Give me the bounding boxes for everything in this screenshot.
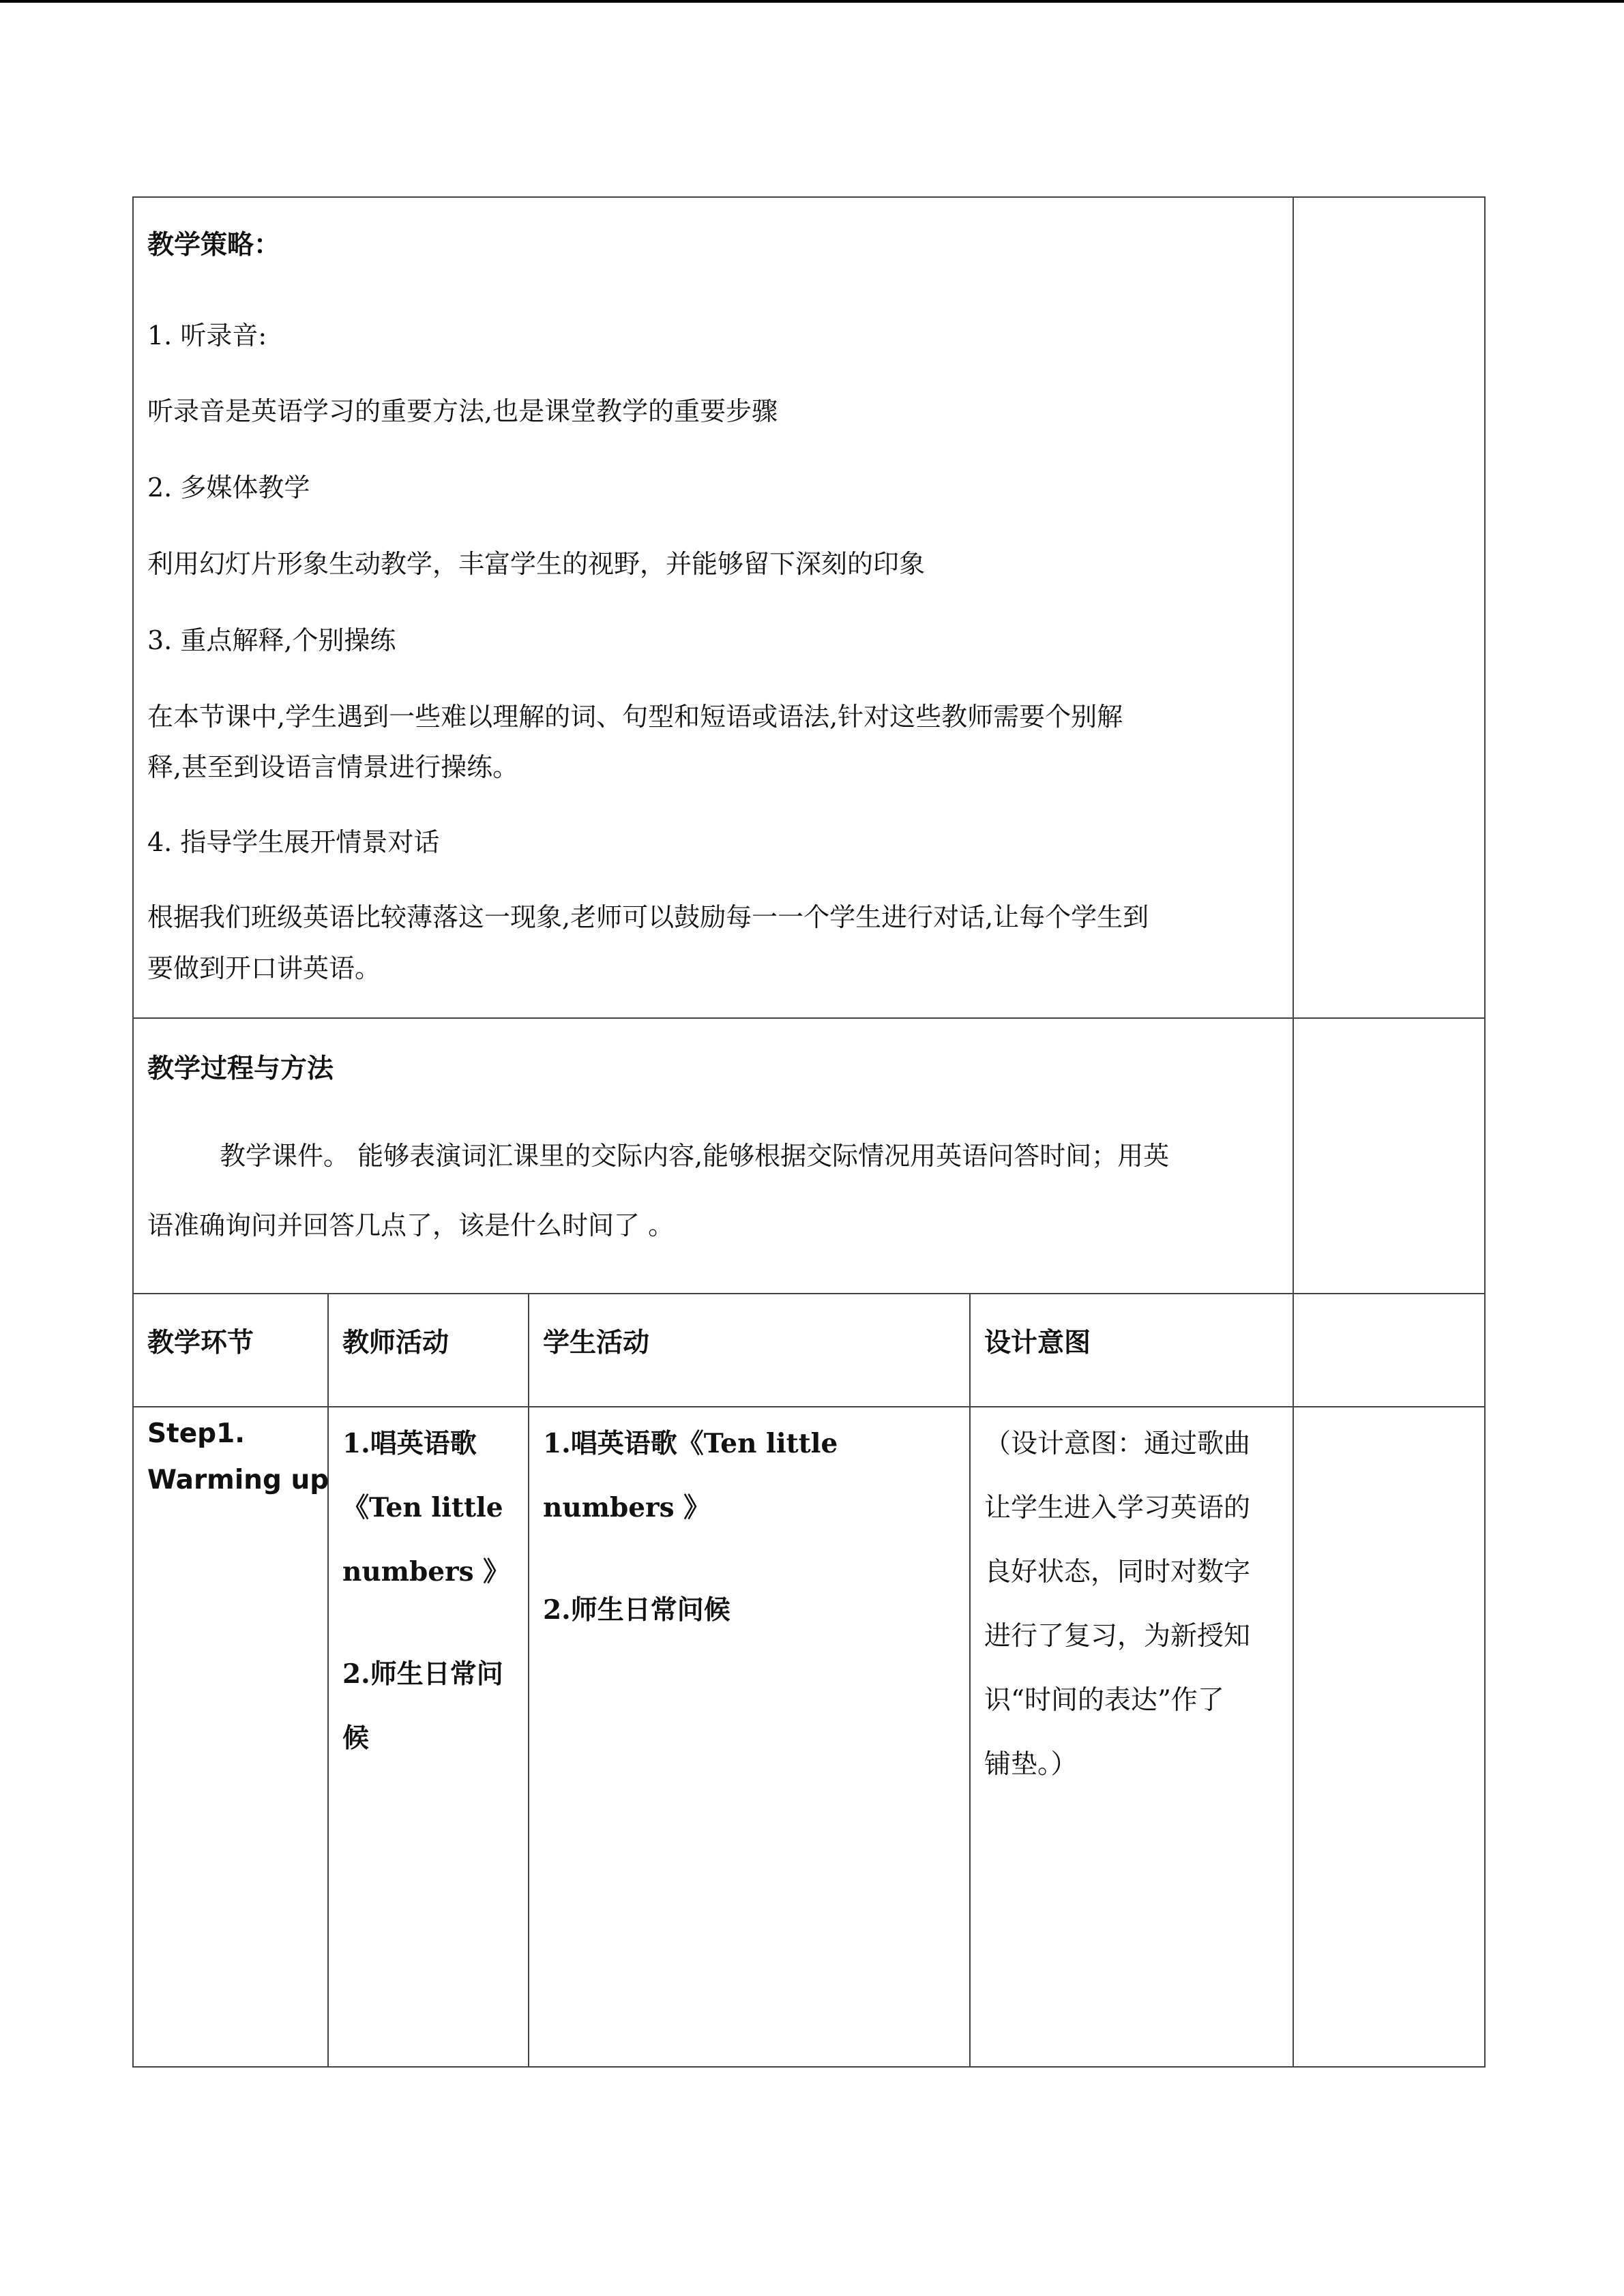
student-line: 2.师生日常问候: [543, 1594, 730, 1626]
intent-line: （设计意图：通过歌曲: [984, 1429, 1251, 1459]
teacher-line: 《Ten little: [342, 1492, 503, 1523]
process-line-2: 语准确询问并回答几点了，该是什么时间了 。: [147, 1210, 675, 1240]
page-top-rule: [0, 0, 1624, 3]
step-label: Step1.: [147, 1418, 246, 1449]
teacher-line: 2.师生日常问: [342, 1658, 503, 1690]
strategy-item: 利用幻灯片形象生动教学，丰富学生的视野，并能够留下深刻的印象: [147, 549, 926, 579]
strategy-item: 释,甚至到设语言情景进行操练。: [147, 752, 519, 782]
strategy-item: 4. 指导学生展开情景对话: [147, 827, 440, 857]
header-student: 学生活动: [543, 1328, 650, 1358]
strategy-item: 2. 多媒体教学: [147, 473, 310, 503]
strategy-item: 要做到开口讲英语。: [147, 953, 381, 983]
process-line-1: 教学课件。 能够表演词汇课里的交际内容,能够根据交际情况用英语问答时间；用英: [220, 1141, 1170, 1171]
intent-line: 识“时间的表达”作了: [984, 1685, 1224, 1716]
student-line: numbers 》: [543, 1492, 711, 1523]
intent-line: 让学生进入学习英语的: [984, 1493, 1251, 1523]
header-teacher: 教师活动: [342, 1328, 449, 1358]
process-heading: 教学过程与方法: [147, 1054, 334, 1084]
intent-line: 铺垫。）: [984, 1749, 1078, 1780]
strategy-heading: 教学策略：: [147, 230, 281, 260]
strategy-item: 1. 听录音:: [147, 320, 267, 351]
step-name: Warming up: [147, 1465, 329, 1495]
strategy-item: 3. 重点解释,个别操练: [147, 625, 396, 655]
header-intent: 设计意图: [984, 1328, 1091, 1358]
intent-line: 进行了复习，为新授知: [984, 1621, 1251, 1652]
strategy-item: 根据我们班级英语比较薄落这一现象,老师可以鼓励每一一个学生进行对话,让每个学生到: [147, 902, 1149, 932]
header-step: 教学环节: [147, 1328, 254, 1358]
teacher-line: numbers 》: [342, 1556, 510, 1587]
student-line: 1.唱英语歌《Ten little: [543, 1428, 838, 1459]
strategy-item: 在本节课中,学生遇到一些难以理解的词、句型和短语或语法,针对这些教师需要个别解: [147, 702, 1123, 732]
teacher-line: 1.唱英语歌: [342, 1428, 477, 1459]
teacher-line: 候: [342, 1723, 370, 1754]
intent-line: 良好状态，同时对数字: [984, 1557, 1251, 1587]
strategy-item: 听录音是英语学习的重要方法,也是课堂教学的重要步骤: [147, 396, 778, 426]
